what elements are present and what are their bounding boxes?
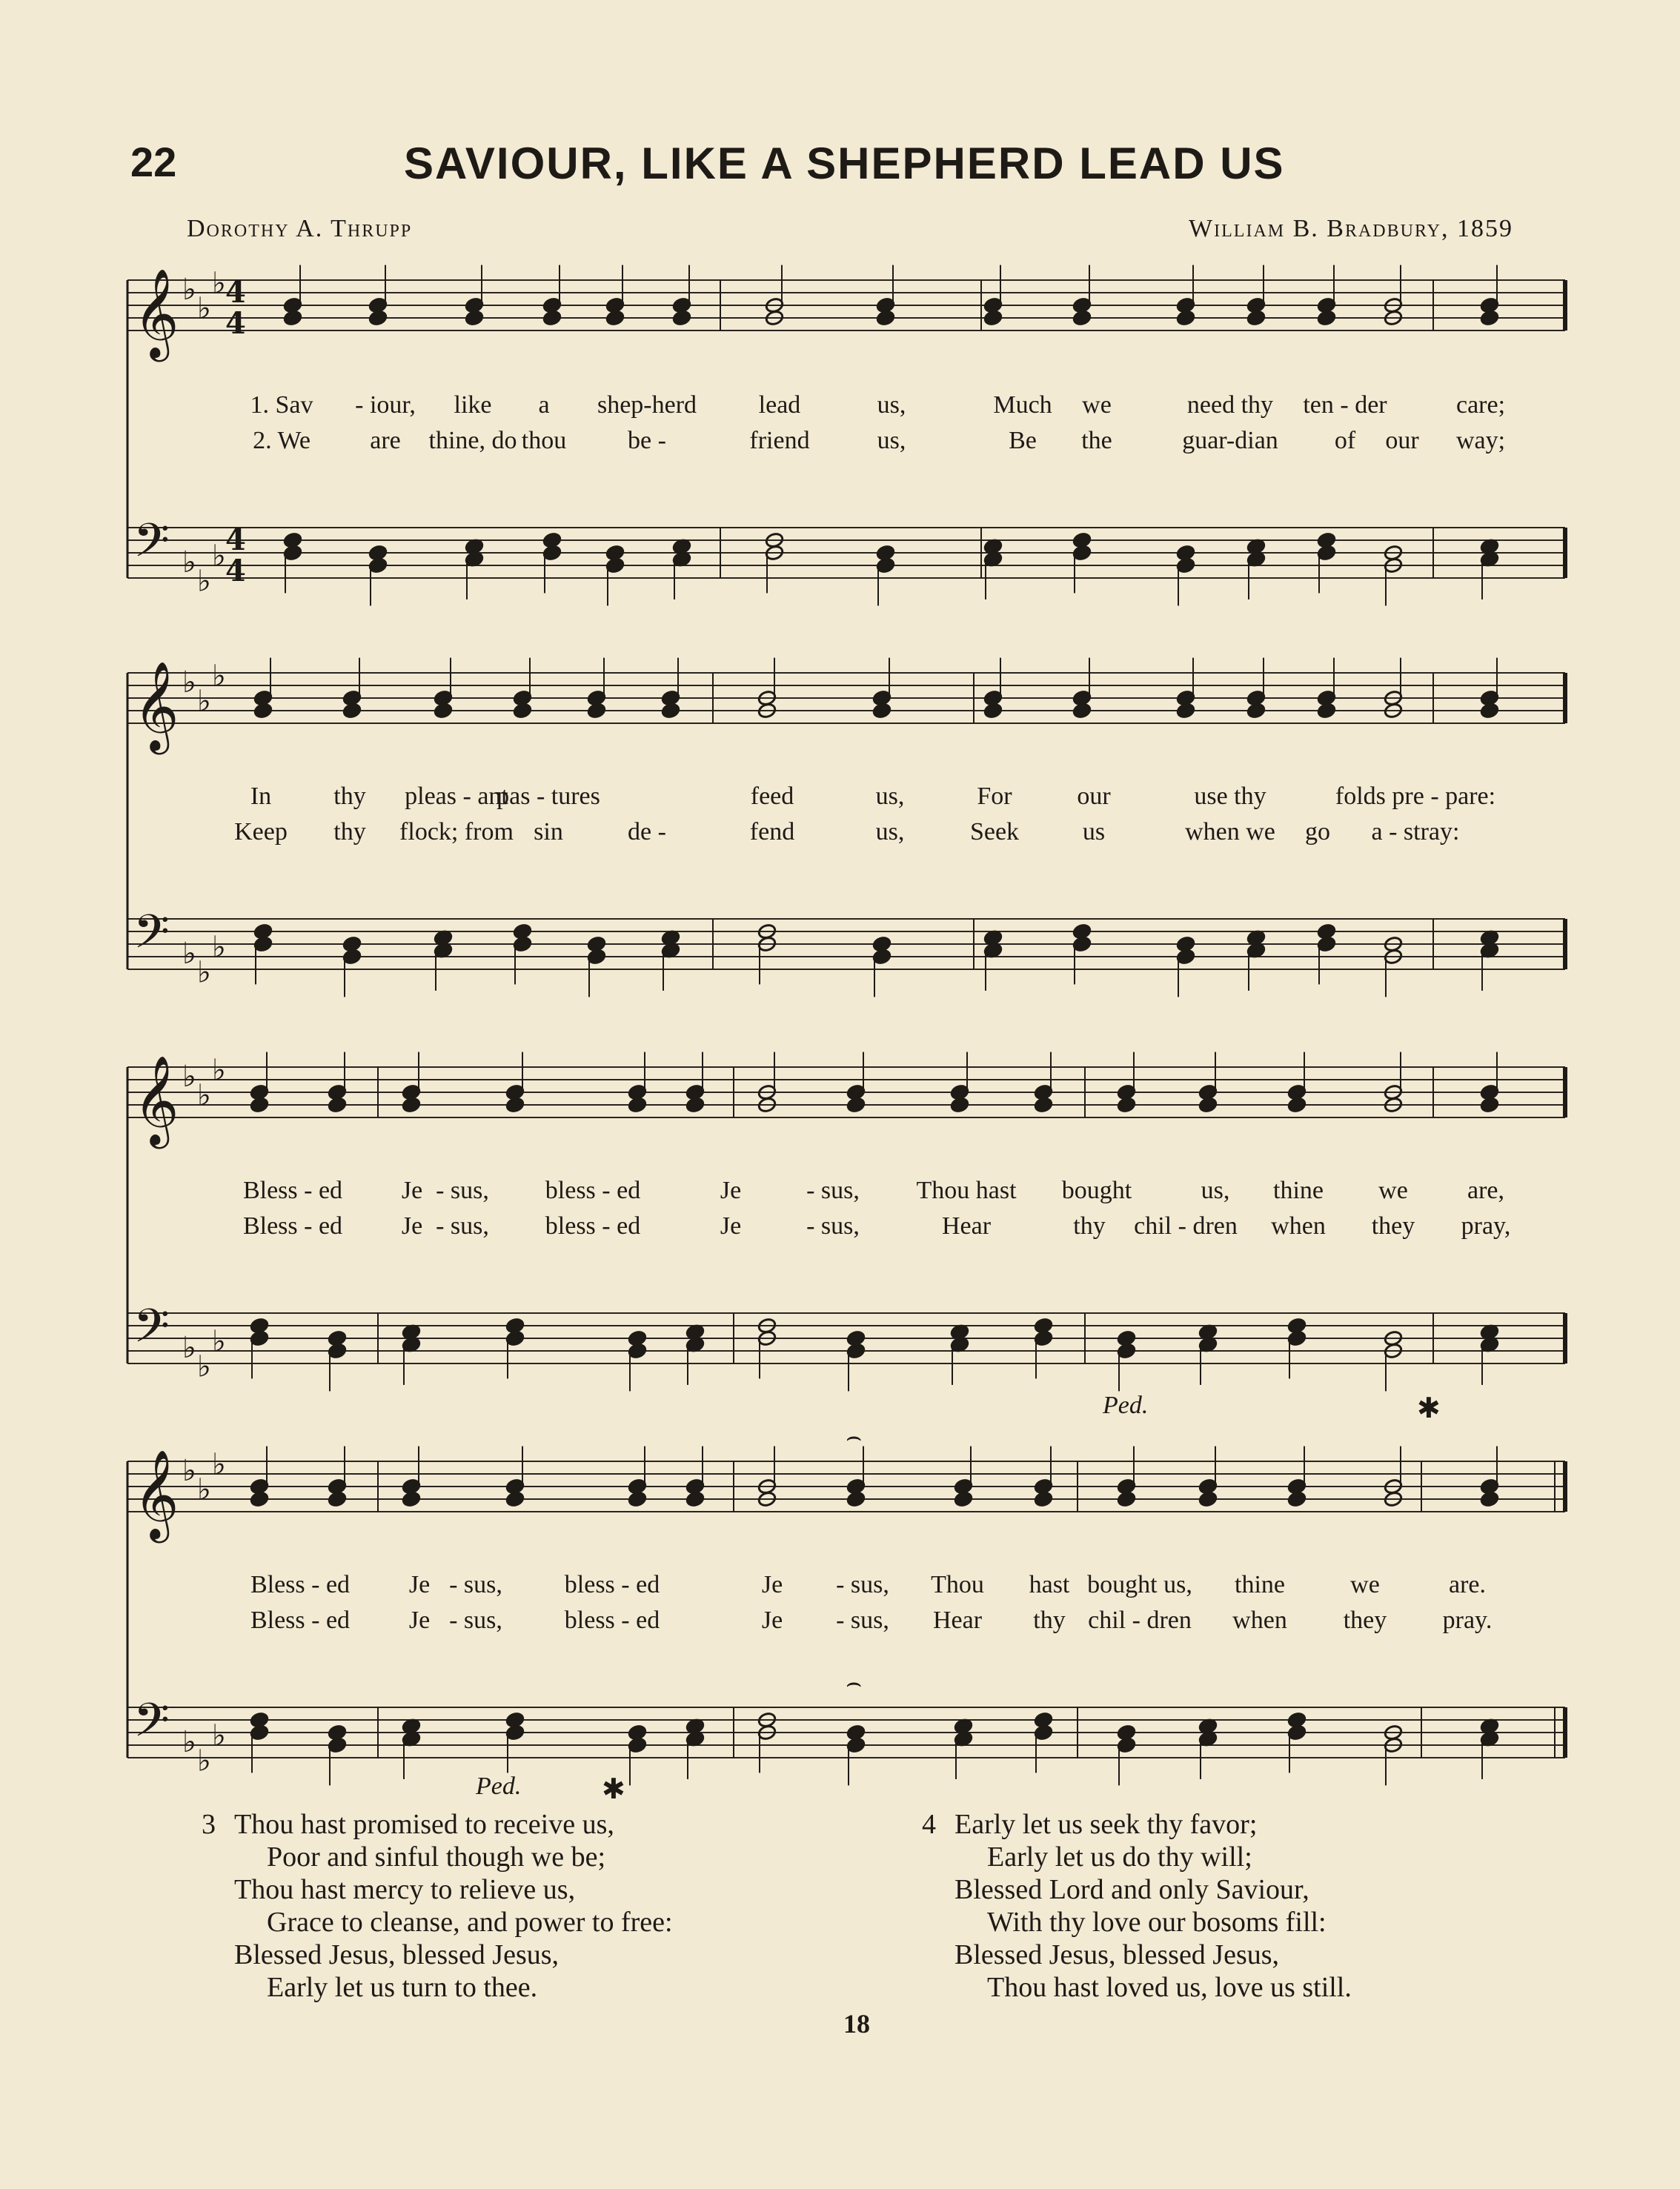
note-head xyxy=(328,1097,347,1114)
flat-icon: ♭ xyxy=(197,564,211,599)
lyric-syllable: when xyxy=(1271,1212,1326,1240)
lyric-syllable: Bless - ed xyxy=(250,1607,351,1634)
lyric-syllable: we xyxy=(1082,391,1112,419)
flat-icon: ♭ xyxy=(212,539,226,574)
note-head xyxy=(661,702,680,720)
verse-line: Blessed Jesus, blessed Jesus, xyxy=(234,1939,560,1970)
lyric-syllable: Much xyxy=(993,391,1052,419)
note-head xyxy=(402,1097,421,1114)
lyric-syllable: bless - ed xyxy=(564,1607,660,1634)
verse-line: Early let us turn to thee. xyxy=(267,1972,538,2003)
verse-line: Grace to cleanse, and power to free: xyxy=(267,1907,673,1938)
lyric-syllable: a xyxy=(538,391,550,419)
verse-line: Blessed Lord and only Saviour, xyxy=(954,1874,1309,1905)
flat-icon: ♭ xyxy=(212,266,226,301)
lyric-syllable: - sus, xyxy=(449,1571,502,1598)
note-head xyxy=(542,310,562,327)
flat-icon: ♭ xyxy=(182,1725,196,1759)
lyric-syllable: us, xyxy=(875,783,905,810)
note-head xyxy=(1176,310,1195,327)
note-head xyxy=(1480,702,1499,720)
lyric-syllable: - sus, xyxy=(436,1212,489,1240)
note-head xyxy=(328,1491,347,1508)
note-head xyxy=(342,702,362,720)
lyric-syllable: thy xyxy=(1033,1607,1066,1634)
lyric-syllable: - sus, xyxy=(806,1212,860,1240)
note-head xyxy=(587,702,606,720)
flat-icon: ♭ xyxy=(197,955,211,990)
note-head xyxy=(672,310,691,327)
lyric-syllable: care; xyxy=(1455,391,1506,419)
note-head xyxy=(685,1491,705,1508)
lyric-syllable: we xyxy=(1350,1571,1380,1598)
lyric-syllable: thy xyxy=(1073,1212,1106,1240)
lyric-syllable: thine, do xyxy=(428,427,517,454)
flat-icon: ♭ xyxy=(197,1472,211,1507)
flat-icon: ♭ xyxy=(197,684,211,719)
lyric-syllable: thou xyxy=(521,427,567,454)
lyric-syllable: bought xyxy=(1061,1177,1132,1204)
verse-line: Early let us do thy will; xyxy=(987,1841,1252,1873)
note-head xyxy=(954,1491,973,1508)
lyric-syllable: thine xyxy=(1235,1571,1285,1598)
lyric-syllable: need thy xyxy=(1186,391,1274,419)
lyric-syllable: - sus, xyxy=(449,1607,502,1634)
note-head xyxy=(253,702,273,720)
lyric-syllable: we xyxy=(1378,1177,1408,1204)
note-head xyxy=(1034,1491,1053,1508)
note-head xyxy=(1072,310,1092,327)
flat-icon: ♭ xyxy=(182,1331,196,1365)
treble-clef-icon: 𝄞 xyxy=(133,1449,179,1539)
note-head xyxy=(505,1097,525,1114)
flat-icon: ♭ xyxy=(182,273,196,307)
lyric-syllable: Je xyxy=(720,1177,742,1204)
note-head xyxy=(283,310,302,327)
lyric-syllable: pas - tures xyxy=(497,783,600,810)
lyric-syllable: Hear xyxy=(932,1607,983,1634)
treble-clef-icon: 𝄞 xyxy=(133,268,179,358)
lyric-syllable: lead xyxy=(758,391,801,419)
note-head xyxy=(1287,1491,1307,1508)
note-head xyxy=(1246,310,1266,327)
composer-credit: William B. Bradbury, 1859 xyxy=(1189,215,1513,242)
lyric-syllable: Bless - ed xyxy=(242,1212,343,1240)
lyric-syllable: - sus, xyxy=(836,1607,889,1634)
lyric-syllable: 2. We xyxy=(253,427,311,454)
lyric-syllable: Seek xyxy=(969,818,1020,846)
verse-line: Thou hast loved us, love us still. xyxy=(987,1972,1352,2003)
hymn-number: 22 xyxy=(130,139,177,185)
verse-line: Thou hast mercy to relieve us, xyxy=(234,1874,576,1905)
note-head xyxy=(1117,1491,1136,1508)
author-credit: Dorothy A. Thrupp xyxy=(187,215,413,242)
lyric-syllable: Thou xyxy=(931,1571,984,1598)
lyric-syllable: us, xyxy=(877,391,906,419)
note-head xyxy=(505,1491,525,1508)
note-head xyxy=(628,1097,647,1114)
lyric-syllable: Hear xyxy=(941,1212,992,1240)
lyric-syllable: bought us, xyxy=(1087,1571,1192,1598)
lyric-syllable: bless - ed xyxy=(545,1177,641,1204)
lyric-syllable: Bless - ed xyxy=(242,1177,343,1204)
lyric-syllable: when we xyxy=(1185,818,1275,846)
lyric-syllable: Keep xyxy=(234,818,288,846)
lyric-syllable: pray, xyxy=(1461,1212,1511,1240)
lyric-syllable: Be xyxy=(1009,427,1037,454)
note-head xyxy=(950,1097,969,1114)
bass-clef-icon: 𝄢 xyxy=(133,1693,170,1758)
lyric-syllable: pray. xyxy=(1442,1607,1493,1634)
note-head xyxy=(1246,702,1266,720)
lyric-syllable: Thou hast xyxy=(916,1177,1017,1204)
note-head xyxy=(513,702,532,720)
flat-icon: ♭ xyxy=(197,1078,211,1113)
verse-number: 4 xyxy=(922,1809,936,1840)
lyric-syllable: - sus, xyxy=(836,1571,889,1598)
lyric-syllable: Je xyxy=(761,1571,783,1598)
note-head xyxy=(983,702,1003,720)
lyric-syllable: are xyxy=(370,427,401,454)
time-signature-top: 4 xyxy=(225,275,246,310)
lyric-syllable: a - stray: xyxy=(1371,818,1460,846)
verse-line: 4 Early let us seek thy favor; xyxy=(922,1809,1258,1840)
lyric-syllable: thine xyxy=(1273,1177,1324,1204)
lyric-syllable: - sus, xyxy=(436,1177,489,1204)
lyric-syllable: the xyxy=(1081,427,1112,454)
flat-icon: ♭ xyxy=(182,1060,196,1094)
flat-icon: ♭ xyxy=(197,1349,211,1384)
bass-clef-icon: 𝄢 xyxy=(133,904,170,970)
lyric-syllable: go xyxy=(1305,818,1330,846)
note-head xyxy=(1480,1097,1499,1114)
note-head xyxy=(1480,1491,1499,1508)
verse-line: Poor and sinful though we be; xyxy=(267,1841,606,1873)
note-head xyxy=(402,1491,421,1508)
note-head xyxy=(1072,702,1092,720)
flat-icon: ♭ xyxy=(212,659,226,694)
note-head xyxy=(846,1097,866,1114)
lyric-syllable: thy xyxy=(333,818,366,846)
lyric-syllable: are, xyxy=(1467,1177,1505,1204)
note-head xyxy=(368,310,388,327)
flat-icon: ♭ xyxy=(182,937,196,971)
pedal-release-2: ✱ xyxy=(602,1774,625,1805)
lyric-syllable: us, xyxy=(1201,1177,1230,1204)
lyric-syllable: pleas - ant xyxy=(405,783,508,810)
lyric-syllable: bless - ed xyxy=(564,1571,660,1598)
flat-icon: ♭ xyxy=(182,665,196,700)
lyric-syllable: hast xyxy=(1029,1571,1070,1598)
verse-line: Blessed Jesus, blessed Jesus, xyxy=(954,1939,1280,1970)
lyric-syllable: us, xyxy=(875,818,905,846)
lyric-syllable: chil - dren xyxy=(1088,1607,1192,1634)
note-head xyxy=(1287,1097,1307,1114)
time-signature-top: 4 xyxy=(225,522,246,557)
verse-number: 3 xyxy=(202,1809,216,1840)
note-head xyxy=(1198,1491,1218,1508)
lyric-syllable: when xyxy=(1232,1607,1287,1634)
lyric-syllable: For xyxy=(977,783,1012,810)
lyric-syllable: us xyxy=(1082,818,1106,846)
lyric-syllable: are. xyxy=(1448,1571,1487,1598)
flat-icon: ♭ xyxy=(197,1744,211,1778)
fermata-icon: ⌢ xyxy=(846,1422,863,1452)
note-head xyxy=(1176,702,1195,720)
flat-icon: ♭ xyxy=(212,1718,226,1753)
lyric-syllable: ten - der xyxy=(1303,391,1387,419)
lyric-syllable: - iour, xyxy=(355,391,416,419)
note-head xyxy=(1198,1097,1218,1114)
lyric-syllable: Je xyxy=(720,1212,742,1240)
lyric-syllable: guar-dian xyxy=(1182,427,1278,454)
lyric-syllable: In xyxy=(250,783,272,810)
lyric-syllable: feed xyxy=(750,783,794,810)
note-head xyxy=(605,310,625,327)
lyric-syllable: folds pre - pare: xyxy=(1335,783,1496,810)
lyric-syllable: Je xyxy=(408,1607,431,1634)
lyric-syllable: Je xyxy=(401,1177,423,1204)
treble-clef-icon: 𝄞 xyxy=(133,660,179,751)
note-head xyxy=(250,1097,269,1114)
note-head xyxy=(465,310,484,327)
lyric-syllable: they xyxy=(1371,1212,1415,1240)
note-head xyxy=(685,1097,705,1114)
lyric-syllable: be - xyxy=(628,427,666,454)
hymn-title: SAVIOUR, LIKE A SHEPHERD LEAD US xyxy=(404,139,1285,188)
pedal-release-1: ✱ xyxy=(1417,1393,1441,1424)
lyric-syllable: bless - ed xyxy=(545,1212,641,1240)
lyric-syllable: Je xyxy=(408,1571,431,1598)
flat-icon: ♭ xyxy=(212,1324,226,1359)
lyric-syllable: chil - dren xyxy=(1134,1212,1238,1240)
lyric-syllable: our xyxy=(1385,427,1419,454)
note-head xyxy=(250,1491,269,1508)
note-head xyxy=(1317,310,1336,327)
lyric-syllable: Je xyxy=(761,1607,783,1634)
pedal-mark-1: Ped. xyxy=(1103,1392,1149,1419)
lyric-syllable: our xyxy=(1077,783,1111,810)
lyric-syllable: way; xyxy=(1455,427,1506,454)
time-signature-bottom: 4 xyxy=(225,306,246,341)
lyric-syllable: use thy xyxy=(1194,783,1266,810)
lyric-syllable: sin xyxy=(534,818,563,846)
lyric-syllable: Bless - ed xyxy=(250,1571,351,1598)
page-number: 18 xyxy=(843,2009,870,2039)
verse-line: 3 Thou hast promised to receive us, xyxy=(202,1809,614,1840)
verse-3 xyxy=(202,1808,673,2004)
lyric-syllable: thy xyxy=(333,783,366,810)
lyric-syllable: of xyxy=(1334,427,1356,454)
note-head xyxy=(846,1491,866,1508)
flat-icon: ♭ xyxy=(212,1447,226,1482)
lyric-syllable: shep-herd xyxy=(597,391,697,419)
flat-icon: ♭ xyxy=(182,1454,196,1488)
lyric-syllable: 1. Sav xyxy=(250,391,313,419)
note-head xyxy=(1317,702,1336,720)
verse-line: With thy love our bosoms fill: xyxy=(987,1907,1327,1938)
verse-4 xyxy=(922,1808,1352,2004)
flat-icon: ♭ xyxy=(212,1053,226,1088)
bass-clef-icon: 𝄢 xyxy=(133,1298,170,1364)
note-head xyxy=(983,310,1003,327)
lyric-syllable: - sus, xyxy=(806,1177,860,1204)
flat-icon: ♭ xyxy=(182,545,196,579)
lyric-syllable: fend xyxy=(749,818,795,846)
lyric-syllable: like xyxy=(454,391,492,419)
flat-icon: ♭ xyxy=(197,291,211,326)
pedal-mark-2: Ped. xyxy=(476,1773,522,1800)
lyric-syllable: de - xyxy=(628,818,666,846)
note-head xyxy=(628,1491,647,1508)
time-signature-bottom: 4 xyxy=(225,554,246,588)
note-head xyxy=(1480,310,1499,327)
note-head xyxy=(872,702,892,720)
fermata-icon: ⌢ xyxy=(846,1668,863,1698)
note-head xyxy=(1034,1097,1053,1114)
lyric-syllable: Je xyxy=(401,1212,423,1240)
lyric-syllable: flock; from xyxy=(399,818,514,846)
note-head xyxy=(1117,1097,1136,1114)
lyric-syllable: they xyxy=(1343,1607,1387,1634)
lyric-syllable: friend xyxy=(749,427,810,454)
bass-clef-icon: 𝄢 xyxy=(133,513,170,579)
note-head xyxy=(434,702,453,720)
treble-clef-icon: 𝄞 xyxy=(133,1054,179,1145)
note-head xyxy=(876,310,895,327)
flat-icon: ♭ xyxy=(212,930,226,965)
lyric-syllable: us, xyxy=(877,427,906,454)
